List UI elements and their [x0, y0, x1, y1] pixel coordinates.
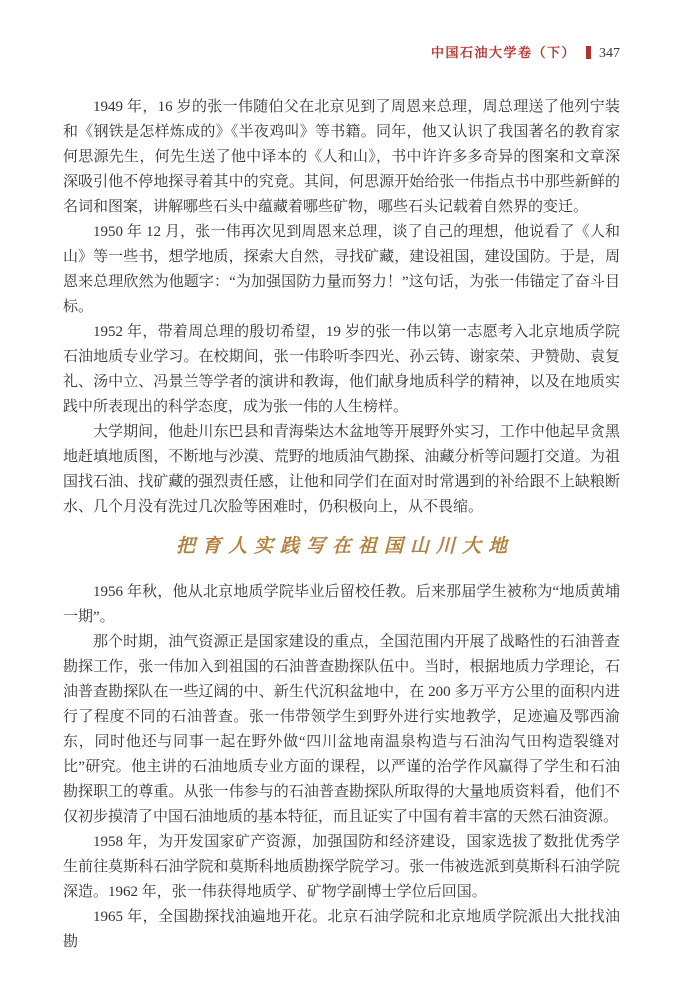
page-number: 347 [599, 46, 620, 61]
running-title: 中国石油大学卷（下） [430, 45, 576, 60]
paragraph-1958: 1958 年，为开发国家矿产资源，加强国防和经济建设，国家选拔了数批优秀学生前往莫斯科石油学院和莫斯科地质勘探学院学习。张一伟被选派到莫斯科石油学院深造。1962 年，张一伟获得地质学、矿物学副博士学位后回国。 [63, 834, 620, 900]
paragraph-1956: 1956 年秋，他从北京地质学院毕业后留校任教。后来那届学生被称为“地质黄埔一期”。 [63, 584, 620, 625]
paragraph-university-years: 大学期间，他赴川东巴县和青海柴达木盆地等开展野外实习，工作中他起早贪黑地赶填地质图，不断地与沙漠、荒野的地质油气勘探、油藏分析等问题打交道。为祖国找石油、找矿藏的强烈责任感，让他和同学们在面对时常遇到的补给跟不上缺粮断水、几个月没有洗过几次脸等困难时，仍积极向上，从不畏缩。 [63, 424, 620, 515]
paragraph-1965: 1965 年，全国勘探找油遍地开花。北京石油学院和北京地质学院派出大批找油勘 [63, 909, 620, 950]
book-page [0, 42, 680, 987]
paragraph-1952: 1952 年，带着周总理的殷切希望，19 岁的张一伟以第一志愿考入北京地质学院石油地质专业学习。在校期间，张一伟聆听李四光、孙云铸、谢家荣、尹赞勋、袁复礼、汤中立、冯景兰等学者的演讲和教诲，他们献身地质科学的精神，以及在地质实践中所表现出的科学态度，成为张一伟的人生榜样。 [63, 324, 620, 415]
section-heading: 把育人实践写在祖国山川大地 [175, 535, 514, 557]
paragraph-survey-era: 那个时期，油气资源正是国家建设的重点，全国范围内开展了战略性的石油普查勘探工作，张一伟加入到祖国的石油普查勘探队伍中。当时，根据地质力学理论，石油普查勘探队在一些辽阔的中、新生代沉积盆地中，在 200 多万平方公里的面积内进行了程度不同的石油普查。张一伟带领学生到野外进行实地教学，足迹遍及鄂西渝东，同时他还与同事一起在野外做“四川盆地南温泉构造与石油沟气田构造裂缝对比”研究。他主讲的石油地质专业方面的课程，以严谨的治学作风赢得了学生和石油勘探职工的尊重。从张一伟参与的石油普查勘探队所取得的大量地质资料看，他们不仅初步摸清了中国石油地质的基本特征，而且证实了中国有着丰富的天然石油资源。 [63, 634, 620, 825]
paragraph-1949: 1949 年，16 岁的张一伟随伯父在北京见到了周恩来总理，周总理送了他列宁装和《钢铁是怎样炼成的》《半夜鸡叫》等书籍。同年，他又认识了我国著名的教育家何思源先生，何先生送了他中译本的《人和山》，书中许许多多奇异的图案和文章深深吸引他不停地探寻着其中的究竟。其间，何思源开始给张一伟指点书中那些新鲜的名词和图案，讲解哪些石头中蕴藏着哪些矿物，哪些石头记载着自然界的变迁。 [63, 99, 620, 215]
page-body [63, 95, 620, 955]
paragraph-1950: 1950 年 12 月，张一伟再次见到周恩来总理，谈了自己的理想，他说看了《人和山》等一些书，想学地质，探索大自然，寻找矿藏，建设祖国，建设国防。于是，周恩来总理欣然为他题字：“为加强国防力量而努力！”这句话，为张一伟锚定了奋斗目标。 [63, 224, 620, 315]
page-header [63, 42, 620, 62]
header-divider-bar [586, 46, 591, 59]
